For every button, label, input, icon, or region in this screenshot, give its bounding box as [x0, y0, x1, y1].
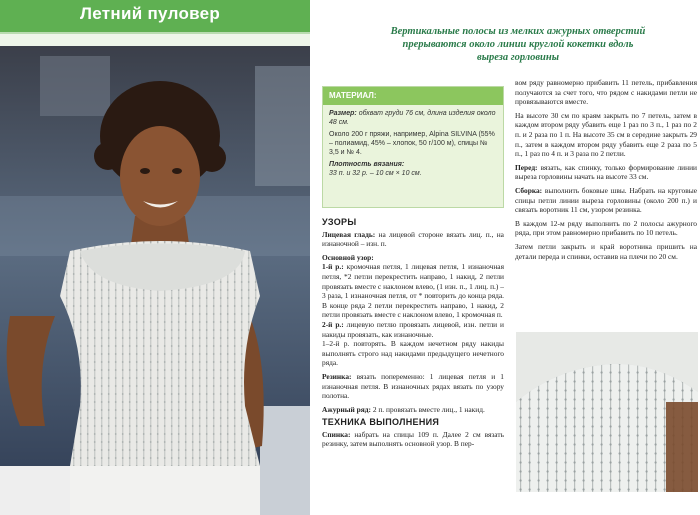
technique-heading: ТЕХНИКА ВЫПОЛНЕНИЯ [322, 417, 440, 428]
front-text: вязать, как спинку, только формирование линии выреза горловины начать на высоте 33 см. [515, 162, 697, 182]
knit-detail-photo [516, 332, 698, 492]
lace-label: Ажурный ряд: [322, 404, 371, 414]
patterns-heading: УЗОРЫ [322, 217, 357, 227]
col2-paragraph-2: На высоте 30 см по краям закрыть по 7 петель, затем в каждом втором ряду убавить еще 1 раз по 3 п., 1 раз по 2 п. и 2 раза по 1 п. На высоте 35 см в середине закрыть 29 п., затем в каждом втором ряду убавить еще 2 раза по 5 п., 1 раз по 4 п. и 3 раза по 2 петли. [515, 110, 697, 159]
row1-label: 1-й р.: [322, 262, 344, 272]
material-box [322, 86, 504, 208]
stockinette-label: Лицевая гладь: [322, 229, 376, 239]
assembly-text: выполнить боковые швы. Набрать на круговые спицы петли линии выреза горловины (около 200 п.) и связать воротник 11 см, узором резинка. [515, 185, 697, 215]
left-page [0, 0, 310, 515]
back-label: Спинка: [322, 429, 351, 439]
back-text: набрать на спицы 109 п. Далее 2 см вязать резинку, затем выполнять основной узор. В пер- [322, 429, 504, 449]
density-label: Плотность вязания: [329, 161, 405, 168]
row1-text: кромочная петля, 1 лицевая петля, 1 изнаночная петля, *2 петли перекрестить направо, 1 накид, 2 петли провязать вместе с наклоном влево, (1 изн. п., 1 лиц. п.) – 3 раза, 1 изнаночная петля, от * повторить до конца ряда. В конце ряда 2 петли перекрестить направо, 1 накид, 2 петли провязать вместе с наклоном влево, 1 кромочная п. [322, 262, 504, 320]
title-bar [0, 0, 310, 34]
assembly-label: Сборка: [515, 185, 543, 195]
size-text: обхват груди 76 см, длина изделия около 48 см. [329, 110, 496, 126]
rib-label: Резинка: [322, 371, 352, 381]
text-column-1 [322, 214, 504, 453]
page-title: Летний пуловер [80, 4, 221, 23]
col2-paragraph-1: вом ряду равномерно прибавить 11 петель, прибавления получаются за счет того, что рядом с накидами петли не провязываются вместе. [515, 78, 697, 107]
text-column-2 [515, 78, 697, 265]
col2-paragraph-4: Затем петли закрыть и край воротника пришить на детали переда и спинки, оставив на плечи по 20 см. [515, 241, 697, 261]
stockinette-text: на лицевой стороне вязать лиц. п., на изнаночной – изн. п. [322, 229, 504, 249]
row2-text: лицевую петлю провязать лицевой, изн. петли и накиды провязать, как изнаночные. [322, 319, 504, 339]
title-divider [0, 34, 310, 46]
front-label: Перед: [515, 162, 538, 172]
yarn-text: Около 200 г пряжи, например, Alpina SILVINA (55% – полиамид, 45% – хлопок, 50 г/100 м), спицы № 3,5 и № 4. [329, 131, 495, 156]
density-text: 33 п. и 32 р. – 10 см × 10 см. [329, 170, 422, 177]
repeat-text: 1–2-й р. повторять. В каждом нечетном ряду накиды выполнять строго над накидами предыдущего нечетного ряда. [322, 339, 504, 368]
right-page [318, 0, 700, 515]
lace-text: 2 п. провязать вместе лиц., 1 накид. [372, 404, 485, 414]
main-pattern-label: Основной узор: [322, 252, 374, 262]
knit-detail-illustration [516, 332, 698, 492]
model-photo [0, 46, 310, 515]
material-header: МАТЕРИАЛ: [323, 87, 503, 105]
col2-paragraph-3: В каждом 12-м ряду выполнить по 2 полосы ажурного ряда, при этом равномерно прибавить по 10 петель. [515, 218, 697, 238]
size-label: Размер: [329, 110, 357, 117]
row2-label: 2-й р.: [322, 319, 344, 329]
rib-text: вязать попеременно: 1 лицевая петля и 1 изнаночная петля. В изнаночных рядах вязать по узору полотна. [322, 371, 504, 401]
page-subtitle: Вертикальные полосы из мелких ажурных отверстий прерываются около линии круглой кокетки вдоль выреза горловины [390, 26, 646, 63]
material-body [323, 105, 503, 185]
photo-illustration [0, 46, 310, 515]
